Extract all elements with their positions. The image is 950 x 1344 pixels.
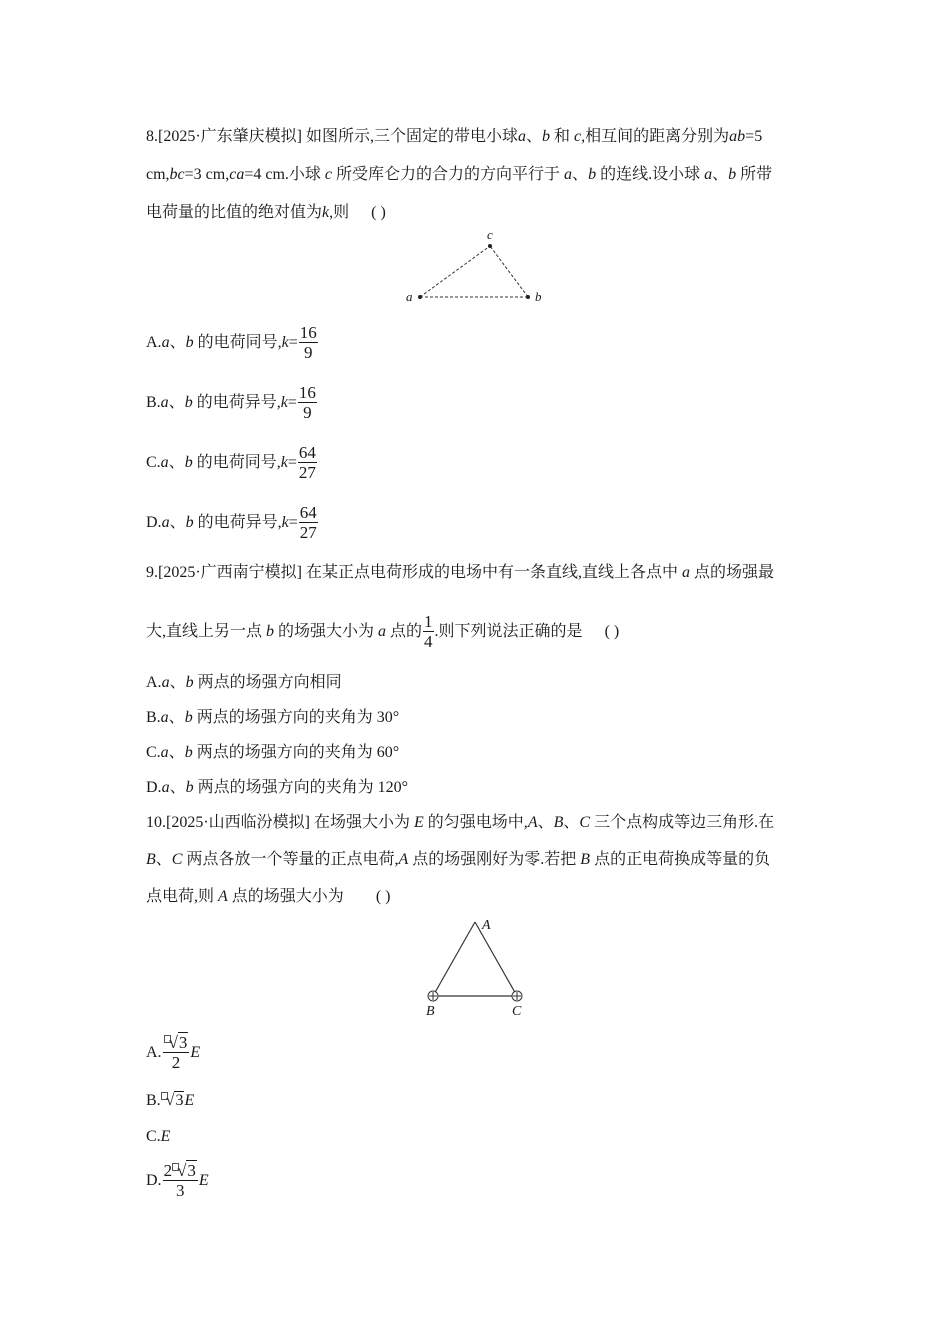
q8-text: 的连线.设小球	[600, 166, 701, 183]
q8-number: 8.	[146, 128, 158, 145]
q10-stem-line1	[146, 813, 774, 833]
fraction-numerator: 16	[298, 383, 316, 403]
q10-var-B: B	[580, 851, 591, 868]
q9-option-b[interactable]	[146, 708, 399, 728]
q8-option-b-fraction	[298, 384, 317, 422]
q8-figure-ball-b	[526, 295, 530, 299]
q8-var-b: b	[184, 454, 193, 471]
q10-var-A: A	[218, 888, 228, 905]
q8-var-ca: ca	[229, 166, 245, 183]
q8-text: ,则	[329, 204, 350, 221]
q8-var-k: k	[280, 454, 288, 471]
q9-option-text: 两点的场强方向的夹角为 60°	[196, 744, 400, 761]
q10-figure-label-c: C	[512, 1004, 522, 1019]
sqrt-icon: √3	[168, 1033, 188, 1053]
fraction-numerator: 16	[299, 323, 317, 343]
q9-var-b: b	[184, 709, 193, 726]
q8-text: =4 cm.小球	[244, 166, 321, 183]
q8-text: 如图所示,三个固定的带电小球	[306, 128, 519, 145]
q9-var-a: a	[161, 779, 170, 796]
q10-text: 点的正电荷换成等量的负	[594, 851, 771, 868]
fraction-denominator: 3	[175, 1181, 185, 1201]
q10-text: 三个点构成等边三角形.在	[594, 814, 775, 831]
q8-figure-ball-c	[488, 244, 492, 248]
q8-text: 和	[554, 128, 571, 145]
q8-text: 所带	[740, 166, 773, 183]
q8-figure-ball-a	[418, 295, 422, 299]
q9-text: 大,直线上另一点	[146, 623, 263, 640]
q8-var-b: b	[542, 128, 551, 145]
q10-var-E: E	[414, 814, 424, 831]
q8-var-a: a	[160, 454, 169, 471]
q10-var-A: A	[398, 851, 409, 868]
q8-text: =5	[745, 128, 763, 145]
q8-option-c[interactable]	[146, 444, 318, 482]
q8-text: ,相互间的距离分别为	[581, 128, 730, 145]
q8-var-b: b	[184, 394, 193, 411]
q8-option-text: 的电荷同号,	[196, 454, 281, 471]
q10-var-B: B	[553, 814, 564, 831]
q9-option-letter: B.	[146, 709, 161, 726]
q9-option-letter: A.	[146, 674, 162, 691]
q9-option-letter: D.	[146, 779, 162, 796]
q8-option-text: 的电荷同号,	[197, 334, 282, 351]
q8-var-k: k	[280, 394, 288, 411]
q8-equals: =	[288, 334, 298, 351]
q8-var-k: k	[322, 204, 330, 221]
fraction-numerator: 64	[298, 443, 316, 463]
q10-figure-side-ab	[433, 922, 475, 996]
q8-source: [2025·广东肇庆模拟]	[158, 128, 302, 145]
q8-text: =3 cm,	[184, 166, 230, 183]
q8-option-text: 的电荷异号,	[196, 394, 281, 411]
q8-text: cm,	[146, 166, 170, 183]
sqrt-radicand: 3	[187, 1161, 196, 1181]
q8-option-letter: C.	[146, 454, 161, 471]
q9-source: [2025·广西南宁模拟]	[158, 564, 302, 581]
q8-var-a: a	[160, 394, 169, 411]
q9-stem-line2	[146, 612, 619, 652]
q10-option-d[interactable]	[146, 1161, 209, 1201]
q10-option-c[interactable]	[146, 1127, 170, 1147]
q10-text: 两点各放一个等量的正点电荷,	[186, 851, 399, 868]
q8-var-b: b	[185, 514, 194, 531]
sqrt-radicand: 3	[175, 1092, 184, 1109]
q10-option-letter: D.	[146, 1172, 162, 1189]
q10-source: [2025·山西临汾模拟]	[166, 814, 310, 831]
q9-sep: 、	[169, 674, 186, 691]
q8-equals: =	[287, 394, 297, 411]
q9-option-text: 两点的场强方向的夹角为 30°	[196, 709, 400, 726]
q9-var-a: a	[160, 744, 169, 761]
q10-var-C: C	[579, 814, 591, 831]
q8-option-d-fraction	[299, 504, 318, 542]
q9-var-b: b	[185, 779, 194, 796]
q8-sep: 、	[168, 394, 185, 411]
q8-var-c: c	[324, 166, 333, 183]
q8-figure-line-bc	[490, 246, 528, 297]
q9-text: 的场强大小为	[278, 623, 375, 640]
q9-var-b: b	[185, 674, 194, 691]
q9-option-text: 两点的场强方向相同	[197, 674, 342, 691]
q9-var-a: a	[682, 564, 691, 581]
q8-figure-label-c: c	[487, 228, 493, 242]
q9-var-b: b	[184, 744, 193, 761]
q10-text: 点电荷,则	[146, 888, 215, 905]
q8-figure-label-a: a	[406, 289, 413, 304]
q10-figure	[418, 912, 538, 1022]
q10-stem-line3	[146, 887, 390, 907]
fraction-denominator: 4	[424, 632, 433, 652]
q9-var-a: a	[378, 623, 387, 640]
q8-stem-line1	[146, 127, 762, 147]
q8-var-a: a	[704, 166, 713, 183]
q9-sep: 、	[168, 744, 185, 761]
coefficient: 2	[163, 1161, 173, 1181]
q10-number: 10.	[146, 814, 166, 831]
q9-option-d[interactable]	[146, 778, 408, 798]
q8-sep: 、	[712, 166, 729, 183]
q8-var-b: b	[185, 334, 194, 351]
q8-var-k: k	[281, 334, 289, 351]
q10-figure-label-b: B	[426, 1004, 435, 1019]
q10-var-E: E	[198, 1172, 209, 1189]
q8-sep: 、	[168, 454, 185, 471]
sqrt-icon: √3	[165, 1092, 184, 1109]
fraction-denominator: 27	[299, 523, 317, 543]
q9-text: .则下列说法正确的是	[434, 623, 583, 640]
q9-text: 点的场强最	[694, 564, 775, 581]
q8-var-a: a	[518, 128, 527, 145]
q9-text: 在某正点电荷形成的电场中有一条直线,直线上各点中	[306, 564, 679, 581]
q8-var-a: a	[161, 334, 170, 351]
q9-var-a: a	[160, 709, 169, 726]
q8-var-a: a	[161, 514, 170, 531]
q8-sep: 、	[169, 334, 186, 351]
q10-option-letter: C.	[146, 1128, 161, 1145]
fraction-denominator: 9	[303, 343, 313, 363]
q10-option-letter: A.	[146, 1044, 162, 1061]
q8-figure	[400, 228, 550, 308]
q10-figure-side-ac	[475, 922, 517, 996]
q8-var-ab: ab	[729, 128, 746, 145]
q10-option-letter: B.	[146, 1092, 161, 1109]
q10-var-E: E	[160, 1128, 171, 1145]
q8-option-c-fraction	[298, 444, 317, 482]
q10-sep: 、	[155, 851, 172, 868]
q8-equals: =	[287, 454, 297, 471]
fraction-denominator: 9	[303, 403, 312, 423]
q8-option-a-fraction	[299, 324, 318, 362]
q9-sep: 、	[169, 779, 186, 796]
q9-option-a[interactable]	[146, 673, 342, 693]
q8-sep: 、	[526, 128, 543, 145]
q8-option-d[interactable]	[146, 504, 319, 542]
q10-var-A: A	[527, 814, 538, 831]
q10-var-E: E	[184, 1092, 195, 1109]
fraction-denominator: 27	[298, 463, 316, 483]
fraction-numerator: 1	[424, 612, 433, 632]
q10-answer-blank[interactable]: ( )	[375, 888, 391, 905]
q9-text: 点的	[390, 623, 423, 640]
q8-equals: =	[288, 514, 298, 531]
q9-stem-line1	[146, 563, 774, 583]
q8-sep: 、	[572, 166, 589, 183]
q10-figure-label-a: A	[482, 918, 491, 933]
q9-sep: 、	[168, 709, 185, 726]
q8-option-letter: A.	[146, 334, 162, 351]
q10-figure-charge-c	[512, 991, 522, 1001]
q9-var-a: a	[161, 674, 170, 691]
q8-sep: 、	[169, 514, 186, 531]
q10-var-E: E	[190, 1044, 201, 1061]
q10-var-B: B	[146, 851, 156, 868]
q9-option-c[interactable]	[146, 743, 399, 763]
q8-var-a: a	[564, 166, 573, 183]
q8-var-b: b	[588, 166, 597, 183]
q9-option-text: 两点的场强方向的夹角为 120°	[197, 779, 408, 796]
q8-figure-line-ac	[420, 246, 490, 297]
q10-stem-line2	[146, 850, 770, 870]
q9-var-b: b	[266, 623, 275, 640]
q8-text: 电荷量的比值的绝对值为	[146, 204, 323, 221]
q8-option-text: 的电荷异号,	[197, 514, 282, 531]
fraction-numerator	[163, 1162, 198, 1181]
sqrt-radicand: 3	[178, 1033, 188, 1053]
fraction-numerator	[163, 1034, 190, 1053]
fraction-denominator: 2	[171, 1053, 181, 1073]
q10-option-d-fraction	[163, 1162, 198, 1200]
q10-var-C: C	[171, 851, 183, 868]
q10-sep: 、	[537, 814, 554, 831]
q9-answer-blank[interactable]: ( )	[604, 623, 620, 640]
q8-var-bc: bc	[169, 166, 185, 183]
q10-option-a[interactable]	[146, 1033, 200, 1073]
q8-answer-blank[interactable]: ( )	[371, 204, 386, 221]
q8-text: 所受库仑力的合力的方向平行于	[336, 166, 561, 183]
q8-var-k: k	[281, 514, 289, 531]
q10-text: 在场强大小为	[314, 814, 411, 831]
q8-stem-line2	[146, 165, 772, 185]
q9-number: 9.	[146, 564, 158, 581]
q8-var-b: b	[728, 166, 737, 183]
q8-option-a[interactable]	[146, 324, 319, 362]
fraction-numerator: 64	[299, 503, 317, 523]
q8-var-c: c	[574, 128, 582, 145]
q10-text: 点的场强大小为	[231, 888, 344, 905]
q8-option-letter: D.	[146, 514, 162, 531]
q9-option-letter: C.	[146, 744, 161, 761]
q10-option-a-fraction	[163, 1034, 190, 1072]
sqrt-icon: √3	[177, 1161, 196, 1181]
q8-stem-line3	[146, 203, 386, 223]
q10-text: 的匀强电场中,	[427, 814, 528, 831]
q8-option-b[interactable]	[146, 384, 318, 422]
q10-sep: 、	[563, 814, 580, 831]
q8-figure-label-b: b	[535, 289, 542, 304]
q8-option-letter: B.	[146, 394, 161, 411]
q10-text: 点的场强刚好为零.若把	[412, 851, 577, 868]
q9-fraction	[423, 613, 434, 651]
q10-figure-charge-b	[428, 991, 438, 1001]
q10-option-b[interactable]	[146, 1091, 194, 1111]
